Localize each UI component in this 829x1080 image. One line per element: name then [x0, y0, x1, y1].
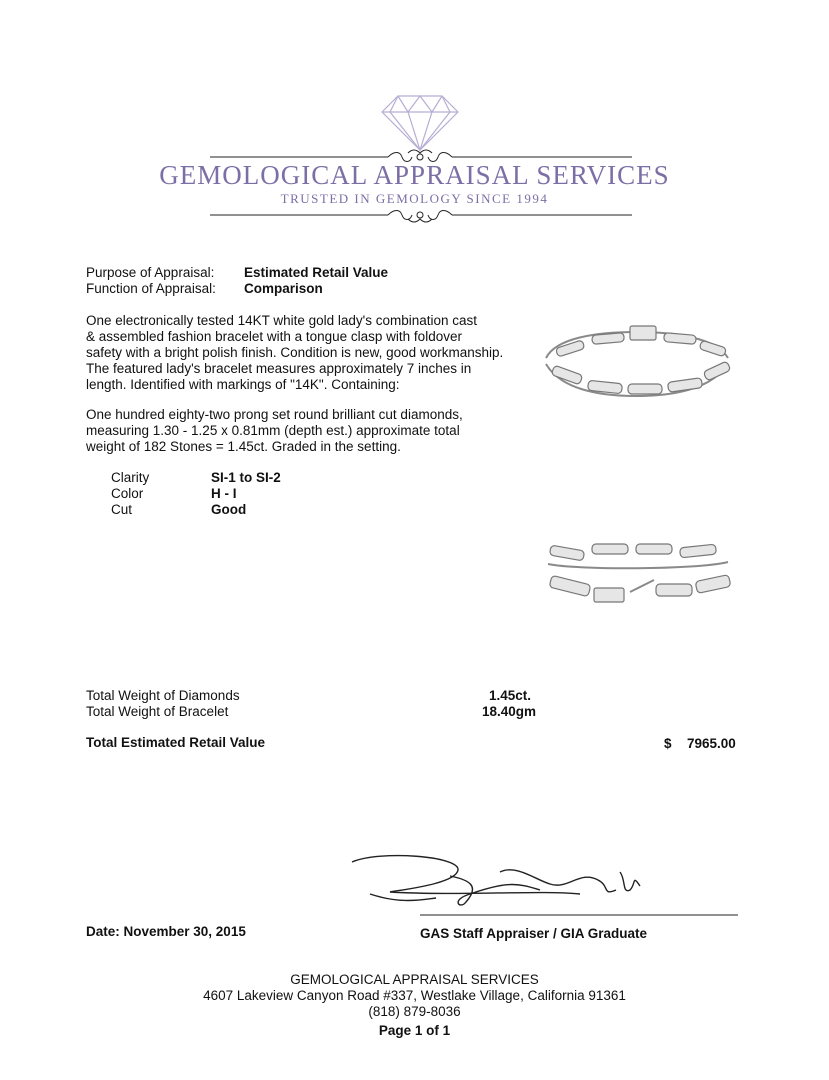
color-label: Color — [111, 486, 144, 501]
page-number: Page 1 of 1 — [378, 1023, 451, 1038]
currency-symbol: $ — [664, 736, 672, 751]
footer-address: 4607 Lakeview Canyon Road #337, Westlake Village, California 91361 — [203, 988, 626, 1003]
description-line: length. Identified with markings of "14K". Containing: — [86, 377, 400, 392]
company-name: GEMOLOGICAL APPRAISAL SERVICES — [159, 160, 670, 190]
bracelet-weight-label: Total Weight of Bracelet — [86, 704, 229, 719]
footer-company: GEMOLOGICAL APPRAISAL SERVICES — [290, 972, 539, 987]
description-line: The featured lady's bracelet measures approximately 7 inches in — [86, 361, 472, 376]
footer-phone: (818) 879-8036 — [368, 1004, 461, 1019]
description-line: safety with a bright polish finish. Condition is new, good workmanship. — [86, 345, 504, 360]
item-description — [86, 313, 526, 393]
bracelet-weight-value: 18.40gm — [482, 704, 537, 719]
clarity-value: SI-1 to SI-2 — [211, 470, 281, 485]
company-tagline: TRUSTED IN GEMOLOGY SINCE 1994 — [280, 191, 549, 206]
bracelet-photo-bottom — [536, 540, 736, 610]
cut-label: Cut — [111, 502, 133, 517]
description-line: & assembled fashion bracelet with a tongue clasp with foldover — [86, 329, 462, 344]
clarity-label: Clarity — [111, 470, 150, 485]
cut-value: Good — [211, 502, 247, 517]
retail-value-label: Total Estimated Retail Value — [86, 735, 266, 750]
purpose-label: Purpose of Appraisal: — [86, 265, 215, 280]
description-line: measuring 1.30 - 1.25 x 0.81mm (depth est.) approximate total — [86, 423, 460, 438]
function-label: Function of Appraisal: — [86, 281, 216, 296]
appraisal-date: Date: November 30, 2015 — [86, 924, 246, 939]
function-value: Comparison — [244, 281, 323, 296]
description-line: One electronically tested 14KT white gold lady's combination cast — [86, 313, 478, 328]
color-value: H - I — [211, 486, 237, 501]
description-line: One hundred eighty-two prong set round brilliant cut diamonds, — [86, 407, 463, 422]
stone-description — [86, 407, 526, 455]
bracelet-photo-top — [536, 318, 736, 408]
description-line: weight of 182 Stones = 1.45ct. Graded in the setting. — [86, 439, 401, 454]
diamond-weight-label: Total Weight of Diamonds — [86, 688, 240, 703]
purpose-value: Estimated Retail Value — [244, 265, 389, 280]
diamond-weight-value: 1.45ct. — [489, 688, 532, 703]
logo — [200, 88, 640, 228]
retail-value: 7965.00 — [687, 736, 736, 751]
appraiser-title: GAS Staff Appraiser / GIA Graduate — [420, 926, 648, 941]
signature — [340, 850, 740, 920]
diamond-icon — [200, 88, 640, 228]
